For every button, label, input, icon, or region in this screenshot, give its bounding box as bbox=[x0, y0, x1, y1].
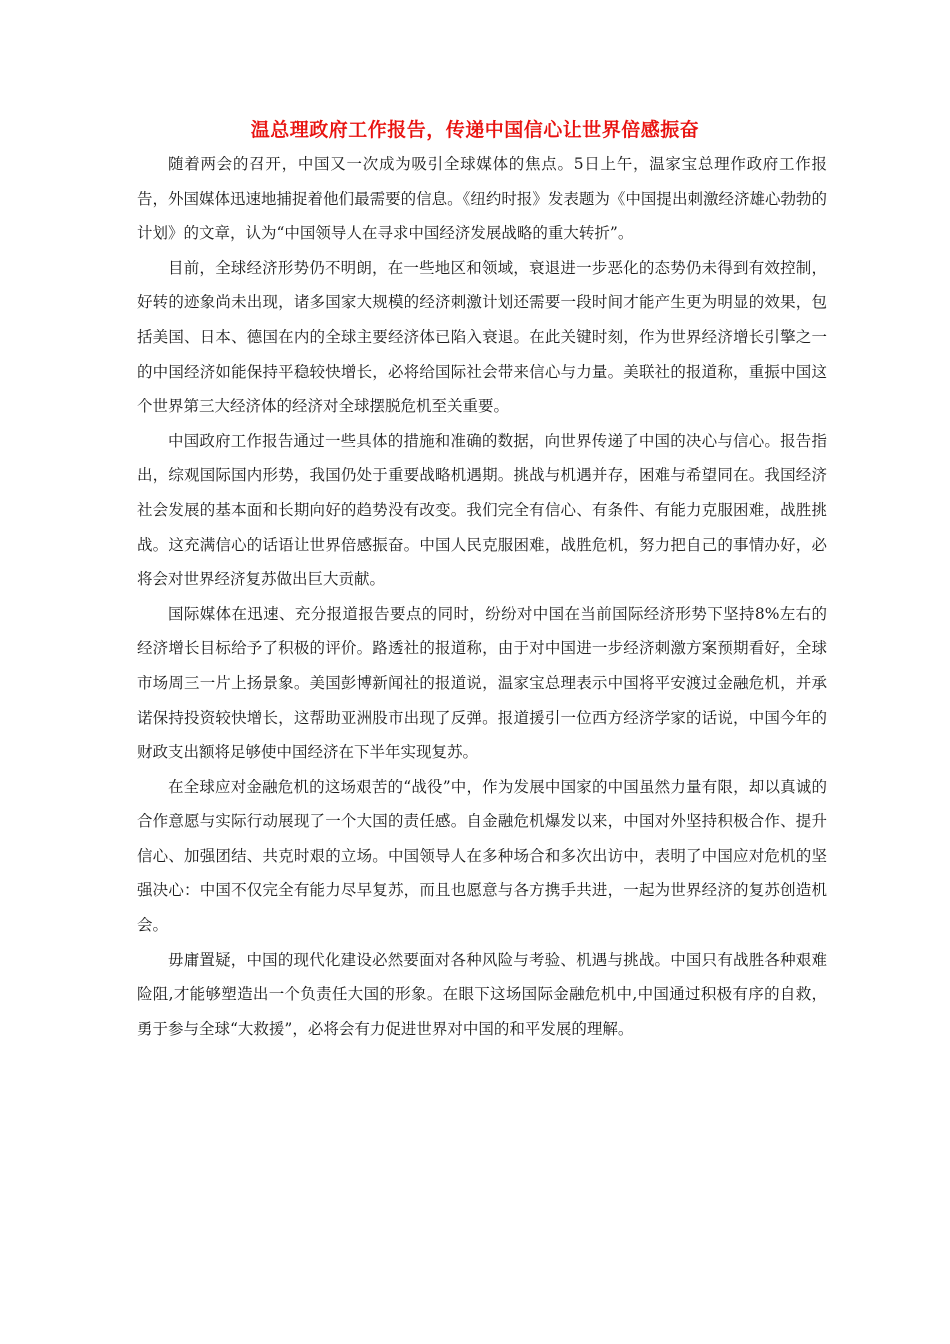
paragraph: 国际媒体在迅速、充分报道报告要点的同时，纷纷对中国在当前国际经济形势下坚持8%左右的经济增长目标给予了积极的评价。路透社的报道称，由于对中国进一步经济刺激方案预期看好，全球市场周三一片上扬景象。美国彭博新闻社的报道说，温家宝总理表示中国将平安渡过金融危机，并承诺保持投资较快增长，这帮助亚洲股市出现了反弹。报道援引一位西方经济学家的话说，中国今年的财政支出额将足够使中国经济在下半年实现复苏。 bbox=[137, 604, 827, 762]
paragraph: 毋庸置疑，中国的现代化建设必然要面对各种风险与考验、机遇与挑战。中国只有战胜各种艰难险阻,才能够塑造出一个负责任大国的形象。在眼下这场国际金融危机中,中国通过积极有序的自救，勇于参与全球“大救援”，必将会有力促进世界对中国的和平发展的理解。 bbox=[137, 950, 827, 1038]
paragraph: 在全球应对金融危机的这场艰苦的“战役”中，作为发展中国家的中国虽然力量有限，却以真诚的合作意愿与实际行动展现了一个大国的责任感。自金融危机爆发以来，中国对外坚持积极合作、提升信心、加强团结、共克时艰的立场。中国领导人在多种场合和多次出访中，表明了中国应对危机的坚强决心：中国不仅完全有能力尽早复苏，而且也愿意与各方携手共进，一起为世界经济的复苏创造机会。 bbox=[137, 777, 827, 935]
paragraph: 随着两会的召开，中国又一次成为吸引全球媒体的焦点。5日上午，温家宝总理作政府工作报告，外国媒体迅速地捕捉着他们最需要的信息。《纽约时报》发表题为《中国提出刺激经济雄心勃勃的计划》的文章，认为“中国领导人在寻求中国经济发展战略的重大转折”。 bbox=[137, 155, 827, 243]
paragraph: 目前，全球经济形势仍不明朗，在一些地区和领域，衰退进一步恶化的态势仍未得到有效控制，好转的迹象尚未出现，诸多国家大规模的经济刺激计划还需要一段时间才能产生更为明显的效果，包括美国、日本、德国在内的全球主要经济体已陷入衰退。在此关键时刻，作为世界经济增长引擎之一的中国经济如能保持平稳较快增长，必将给国际社会带来信心与力量。美联社的报道称，重振中国这个世界第三大经济体的经济对全球摆脱危机至关重要。 bbox=[137, 258, 827, 416]
document-title: 温总理政府工作报告，传递中国信心让世界倍感振奋 bbox=[250, 119, 700, 141]
paragraph: 中国政府工作报告通过一些具体的措施和准确的数据，向世界传递了中国的决心与信心。报告指出，综观国际国内形势，我国仍处于重要战略机遇期。挑战与机遇并存，困难与希望同在。我国经济社会发展的基本面和长期向好的趋势没有改变。我们完全有信心、有条件、有能力克服困难，战胜挑战。这充满信心的话语让世界倍感振奋。中国人民克服困难，战胜危机，努力把自己的事情办好，必将会对世界经济复苏做出巨大贡献。 bbox=[137, 431, 827, 589]
document-body bbox=[137, 147, 827, 1046]
